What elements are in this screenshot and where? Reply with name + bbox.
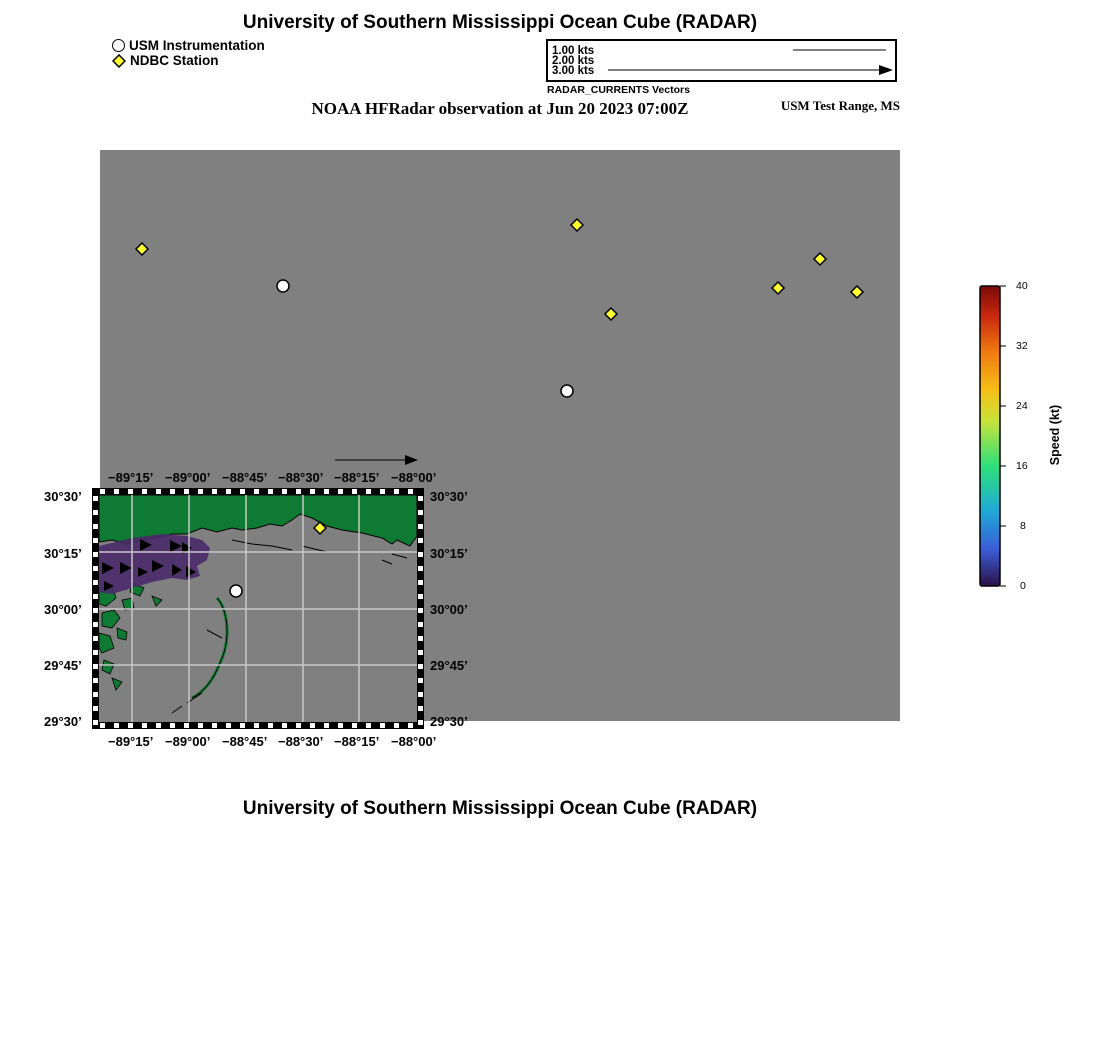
scale-label-3: 3.00 kts <box>552 65 595 77</box>
lon-label-top-1: −89°15’ <box>108 470 154 485</box>
lon-label-top-2: −89°00’ <box>165 470 211 485</box>
legend-ndbc-label: NDBC Station <box>130 53 219 68</box>
observation-title: NOAA HFRadar observation at Jun 20 2023 07:00Z <box>311 99 689 118</box>
colorbar <box>970 280 1040 595</box>
colorbar-tick-16: 16 <box>1016 460 1028 472</box>
lon-label-bottom-1: −89°15’ <box>108 734 154 749</box>
lat-label-right-4: 29°45’ <box>430 658 468 673</box>
lat-label-left-5: 29°30’ <box>44 714 82 729</box>
lat-label-right-1: 30°30’ <box>430 489 468 504</box>
footer-title: University of Southern Mississippi Ocean Cube (RADAR) <box>242 798 758 819</box>
scale-label-1: 1.00 kts <box>552 45 595 57</box>
colorbar-tick-32: 32 <box>1016 340 1028 352</box>
usm-instrument <box>277 280 289 292</box>
colorbar-label: Speed (kt) <box>1048 404 1062 466</box>
lon-label-top-5: −88°15’ <box>334 470 380 485</box>
page-title: University of Southern Mississippi Ocean Cube (RADAR) <box>242 12 758 33</box>
lon-label-top-4: −88°30’ <box>278 470 324 485</box>
lon-label-bottom-6: −88°00’ <box>391 734 437 749</box>
legend-usm-label: USM Instrumentation <box>129 38 265 53</box>
inset-map <box>92 488 424 729</box>
usm-instrument <box>561 385 573 397</box>
lat-label-left-2: 30°15’ <box>44 546 82 561</box>
lat-label-right-2: 30°15’ <box>430 546 468 561</box>
lon-label-top-6: −88°00’ <box>391 470 437 485</box>
colorbar-tick-40: 40 <box>1016 280 1028 292</box>
lon-label-bottom-3: −88°45’ <box>222 734 268 749</box>
scale-label-2: 2.00 kts <box>552 55 595 67</box>
lat-label-left-1: 30°30’ <box>44 489 82 504</box>
usm-instrument <box>230 585 242 597</box>
colorbar-tick-8: 8 <box>1020 520 1026 532</box>
lat-label-right-5: 29°30’ <box>430 714 468 729</box>
lat-label-right-3: 30°00’ <box>430 602 468 617</box>
lon-label-bottom-5: −88°15’ <box>334 734 380 749</box>
lon-label-top-3: −88°45’ <box>222 470 268 485</box>
location-label: USM Test Range, MS <box>780 98 900 113</box>
vector-scale-title: RADAR_CURRENTS Vectors <box>547 84 690 96</box>
lat-label-left-4: 29°45’ <box>44 658 82 673</box>
lon-label-bottom-2: −89°00’ <box>165 734 211 749</box>
lon-label-bottom-4: −88°30’ <box>278 734 324 749</box>
colorbar-tick-0: 0 <box>1020 580 1026 592</box>
lat-label-left-3: 30°00’ <box>44 602 82 617</box>
colorbar-tick-24: 24 <box>1016 400 1028 412</box>
